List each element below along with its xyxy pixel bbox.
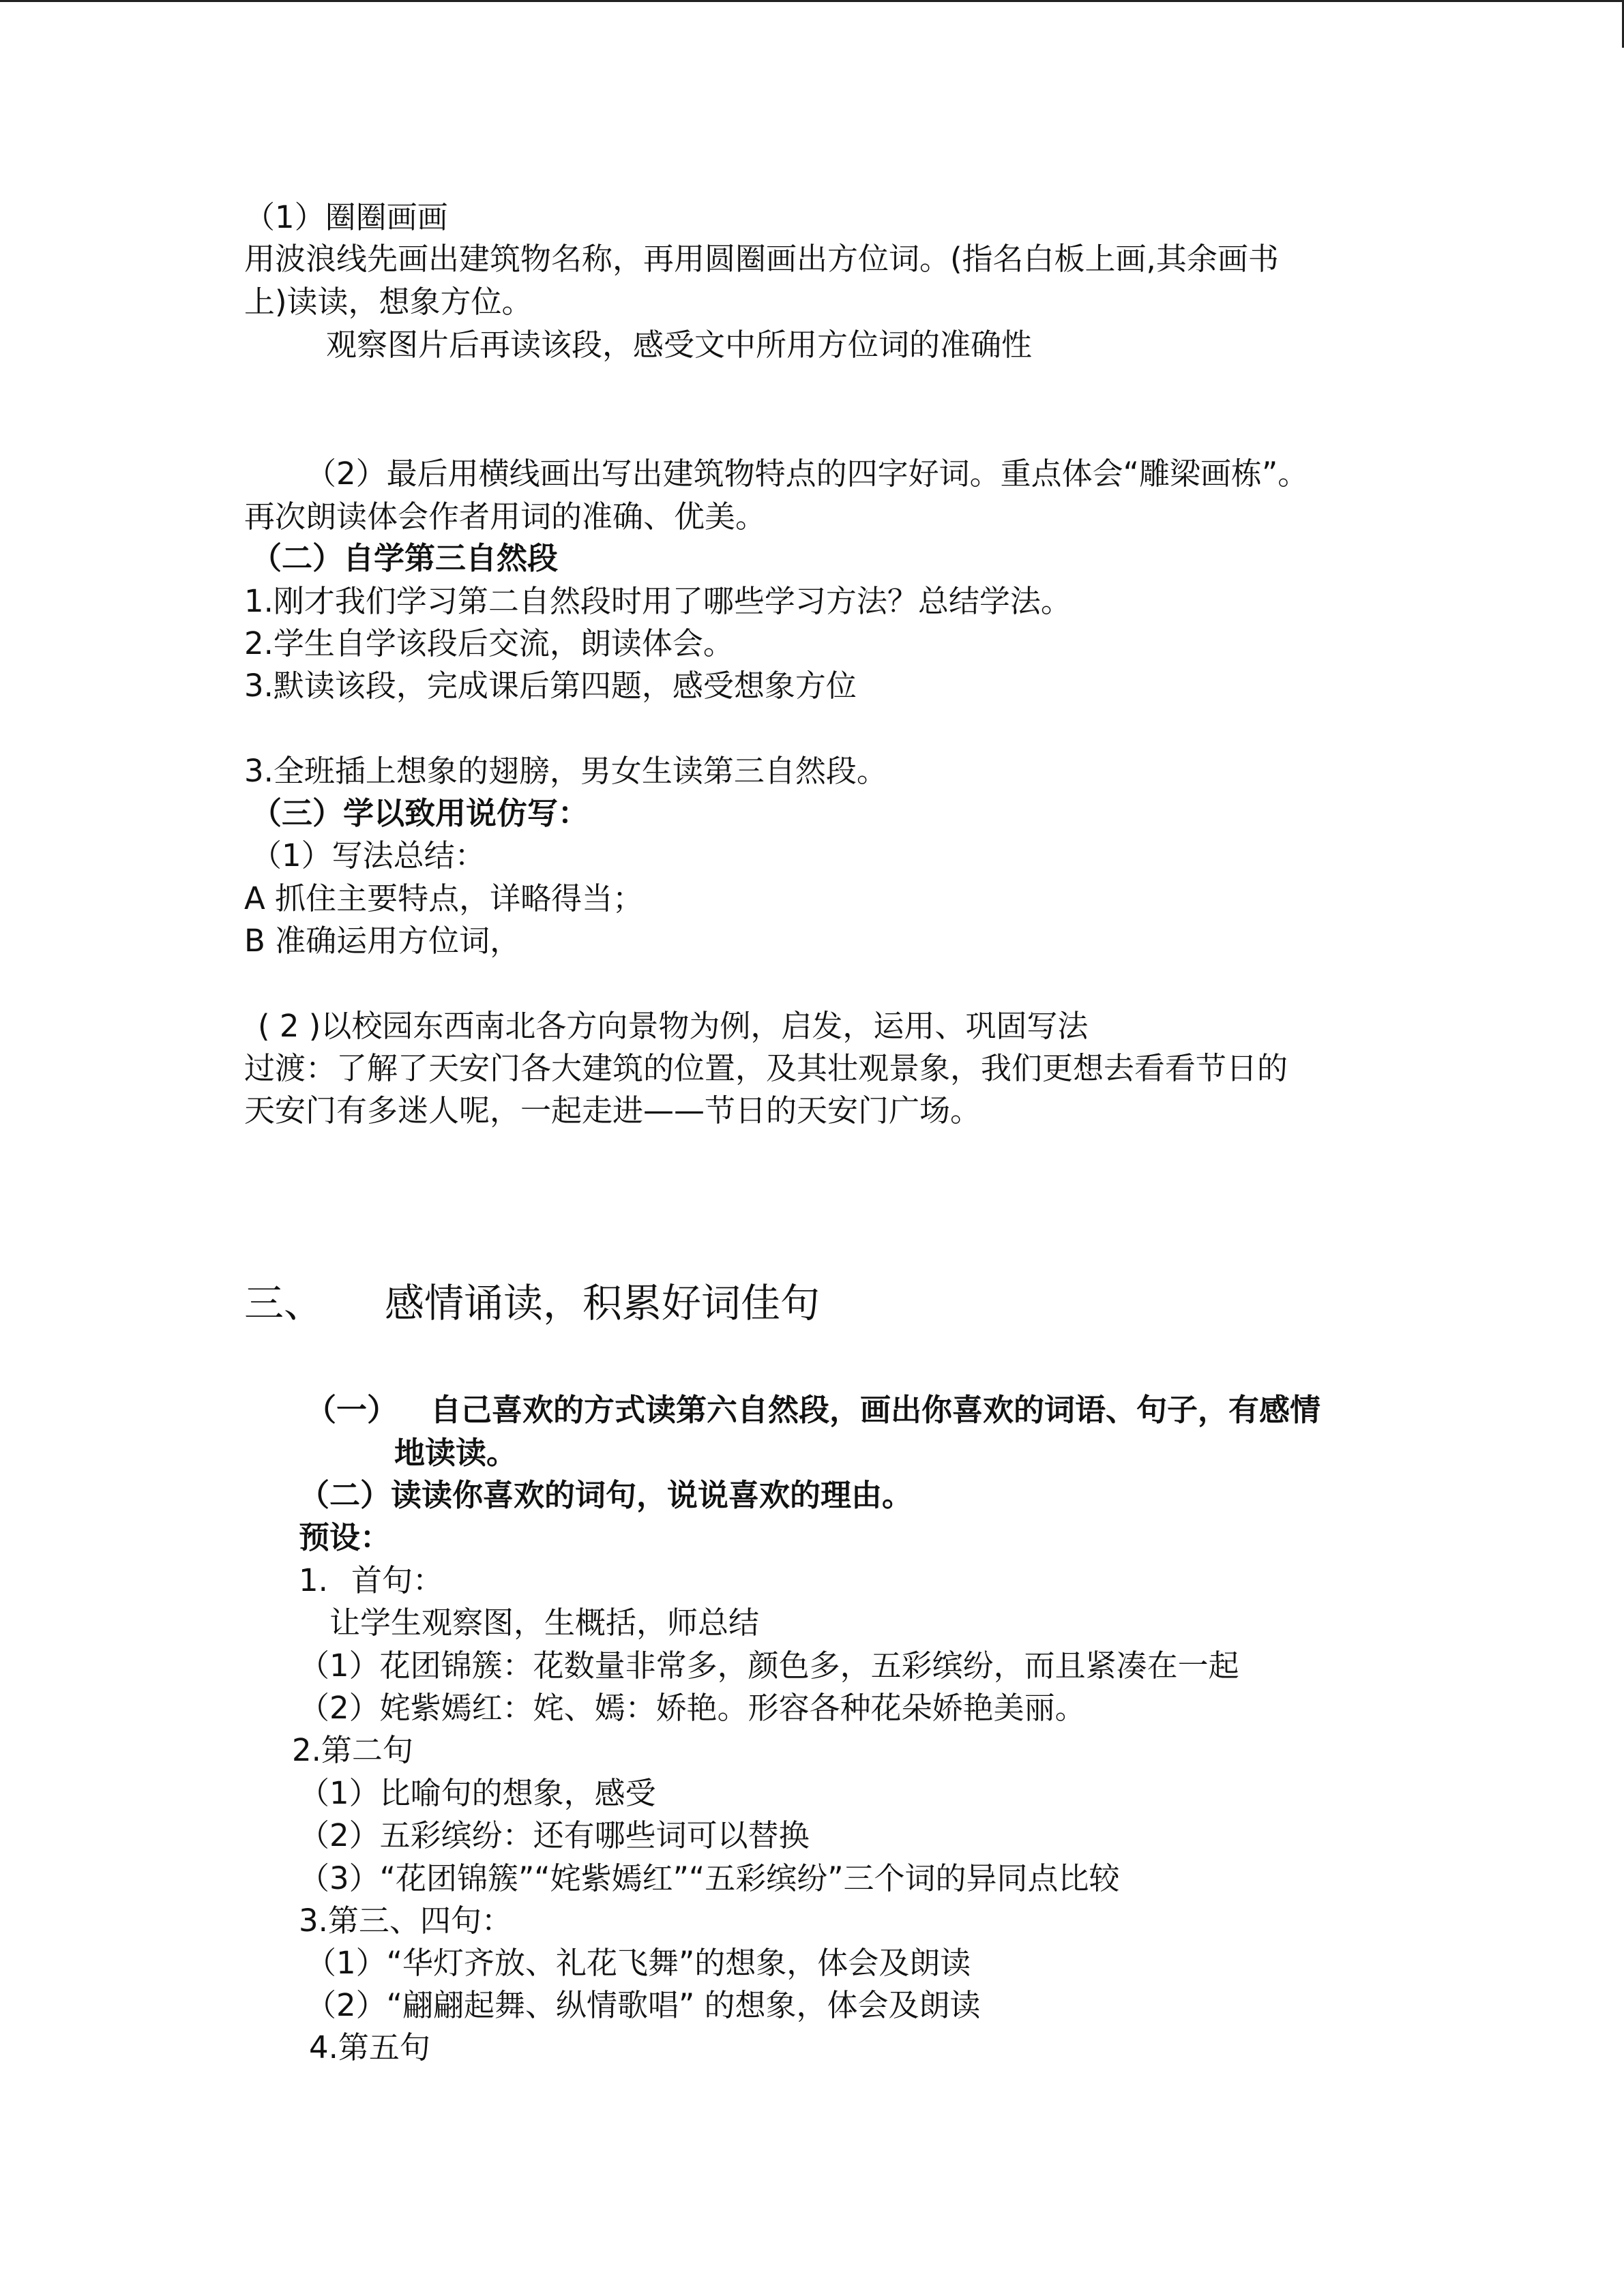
list-item: 1. 首句： <box>299 1562 443 1598</box>
bold-line: （二）读读你喜欢的词句，说说喜欢的理由。 <box>299 1477 913 1513</box>
bold-line: 地读读。 <box>394 1435 518 1471</box>
item-number: （一） <box>306 1392 398 1428</box>
text-line: （2）最后用横线画出写出建筑物特点的四字好词。重点体会“雕梁画栋”。 <box>306 456 1309 492</box>
text-line: 3.全班插上想象的翅膀，男女生读第三自然段。 <box>244 753 887 789</box>
text-line: （1）写法总结： <box>251 837 486 874</box>
text-line: A 抓住主要特点，详略得当； <box>244 880 644 916</box>
text-line: （3）“花团锦簇”“姹紫嫣红”“五彩缤纷”三个词的异同点比较 <box>299 1860 1120 1896</box>
text-line: 2.学生自学该段后交流，朗读体会。 <box>244 625 734 661</box>
section-heading-number: 三、 <box>244 1280 324 1326</box>
text-line: （2）“翩翩起舞、纵情歌唱” 的想象，体会及朗读 <box>306 1987 981 2023</box>
section-heading-text: 感情诵读，积累好词佳句 <box>385 1280 821 1326</box>
text-line: （1）比喻句的想象，感受 <box>299 1775 656 1811</box>
text-line: 再次朗读体会作者用词的准确、优美。 <box>244 498 767 535</box>
text-line: 3.第三、四句： <box>299 1903 512 1939</box>
bold-line: （一） 自己喜欢的方式读第六自然段，画出你喜欢的词语、句子，有感情 <box>306 1392 1321 1428</box>
bold-line: 预设： <box>299 1519 392 1555</box>
text-line: （1）花团锦簇：花数量非常多，颜色多，五彩缤纷，而且紧凑在一起 <box>299 1648 1239 1684</box>
text-line: 4.第五句 <box>309 2029 430 2066</box>
text-line: 上)读读，想象方位。 <box>244 284 533 320</box>
text-line: 2.第二句 <box>292 1732 413 1768</box>
text-line: 让学生观察图，生概括，师总结 <box>329 1605 760 1641</box>
section-heading <box>244 1277 820 1329</box>
text-line: （2）姹紫嫣红：姹、嫣：娇艳。形容各种花朵娇艳美丽。 <box>299 1690 1086 1726</box>
text-line: 观察图片后再读该段，感受文中所用方位词的准确性 <box>326 327 1033 363</box>
text-line: 3.默读该段，完成课后第四题，感受想象方位 <box>244 668 857 704</box>
text-line: （2）五彩缤纷：还有哪些词可以替换 <box>299 1817 810 1853</box>
section-subheading: （二）自学第三自然段 <box>251 540 559 576</box>
text-line: （1）“华灯齐放、礼花飞舞”的想象，体会及朗读 <box>306 1945 971 1981</box>
section-subheading: （三）学以致用说仿写： <box>251 795 589 831</box>
text-line: B 准确运用方位词， <box>244 923 521 959</box>
text-line: 1.刚才我们学习第二自然段时用了哪些学习方法？总结学法。 <box>244 583 1072 619</box>
text-line: 过渡：了解了天安门各大建筑的位置，及其壮观景象，我们更想去看看节日的 <box>244 1050 1288 1086</box>
page-top-border <box>0 0 1624 2</box>
text-line: ( 2 )以校园东西南北各方向景物为例，启发，运用、巩固写法 <box>258 1008 1089 1044</box>
item-number: 1. <box>299 1562 328 1598</box>
text-line: 用波浪线先画出建筑物名称，再用圆圈画出方位词。(指名白板上画,其余画书 <box>244 241 1279 277</box>
text-line: 天安门有多迷人呢，一起走进——节日的天安门广场。 <box>244 1092 981 1129</box>
text-line: （1）圈圈画画 <box>244 199 448 235</box>
